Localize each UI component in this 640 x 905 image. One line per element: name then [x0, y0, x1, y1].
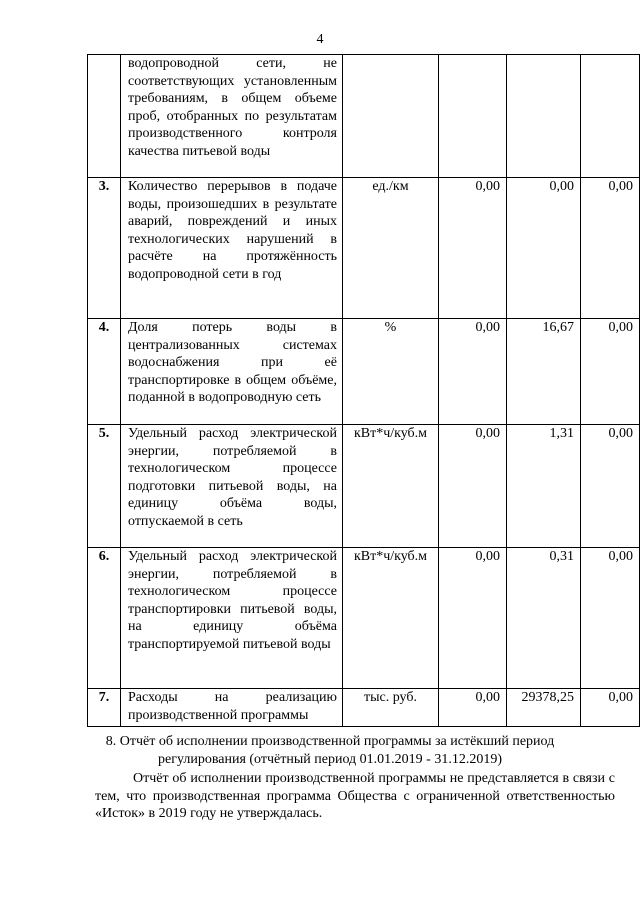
indicator-name: Доля потерь воды в централизованных системах водоснабжения при её транспортировке в общем объёме, поданной в водопроводную сеть	[128, 320, 337, 406]
section-heading: 8. Отчёт об исполнении производственной программы за истёкший период регулирования (отчётный период 01.01.2019 - 31.12.2019)	[105, 734, 555, 767]
unit-cell: тыс. руб.	[343, 689, 439, 727]
row-number: 6.	[88, 548, 121, 689]
value-cell: 0,00	[439, 689, 507, 727]
row-number: 7.	[88, 689, 121, 727]
value-cell: 16,67	[507, 319, 581, 425]
value-cell	[439, 55, 507, 178]
unit-cell: ед./км	[343, 178, 439, 319]
unit-cell: кВт*ч/куб.м	[343, 425, 439, 548]
table-row	[88, 689, 640, 727]
indicator-name: Удельный расход электрической энергии, потребляемой в технологическом процессе подготовки питьевой воды, на единицу объёма воды, отпускаемой в сеть	[128, 426, 337, 529]
unit-cell	[343, 55, 439, 178]
table-row	[88, 319, 640, 425]
value-cell: 0,00	[507, 178, 581, 319]
row-number: 3.	[88, 178, 121, 319]
value-cell: 29378,25	[507, 689, 581, 727]
value-cell: 0,31	[507, 548, 581, 689]
body-paragraph: Отчёт об исполнении производственной программы не представляется в связи с тем, что производственная программа Общества с ограниченной ответственностью «Исток» в 2019 году не утверждалась.	[95, 771, 615, 822]
value-cell	[507, 55, 581, 178]
value-cell: 0,00	[439, 319, 507, 425]
row-number: 5.	[88, 425, 121, 548]
value-cell: 0,00	[581, 178, 640, 319]
value-cell: 0,00	[439, 548, 507, 689]
value-cell: 1,31	[507, 425, 581, 548]
value-cell	[581, 55, 640, 178]
table-row	[88, 425, 640, 548]
table-row	[88, 178, 640, 319]
unit-cell: %	[343, 319, 439, 425]
value-cell: 0,00	[581, 548, 640, 689]
indicators-table	[87, 54, 640, 727]
table-row	[88, 55, 640, 178]
row-number	[88, 55, 121, 178]
indicator-name: водопроводной сети, не соответствующих установленным требованиям, в общем объеме проб, отобранных по результатам производственного контроля качества питьевой воды	[128, 56, 337, 159]
table-row	[88, 548, 640, 689]
indicator-name: Расходы на реализацию производственной программы	[128, 690, 337, 723]
value-cell: 0,00	[581, 319, 640, 425]
indicator-name: Количество перерывов в подаче воды, произошедших в результате аварий, повреждений и иных технологических нарушений в расчёте на протяжённость водопроводной сети в год	[128, 179, 337, 282]
unit-cell: кВт*ч/куб.м	[343, 548, 439, 689]
value-cell: 0,00	[439, 425, 507, 548]
indicator-name: Удельный расход электрической энергии, потребляемой в технологическом процессе транспортировки питьевой воды, на единицу объёма транспортируемой питьевой воды	[128, 549, 337, 652]
value-cell: 0,00	[581, 425, 640, 548]
page-number: 4	[316, 32, 324, 47]
value-cell: 0,00	[581, 689, 640, 727]
row-number: 4.	[88, 319, 121, 425]
value-cell: 0,00	[439, 178, 507, 319]
